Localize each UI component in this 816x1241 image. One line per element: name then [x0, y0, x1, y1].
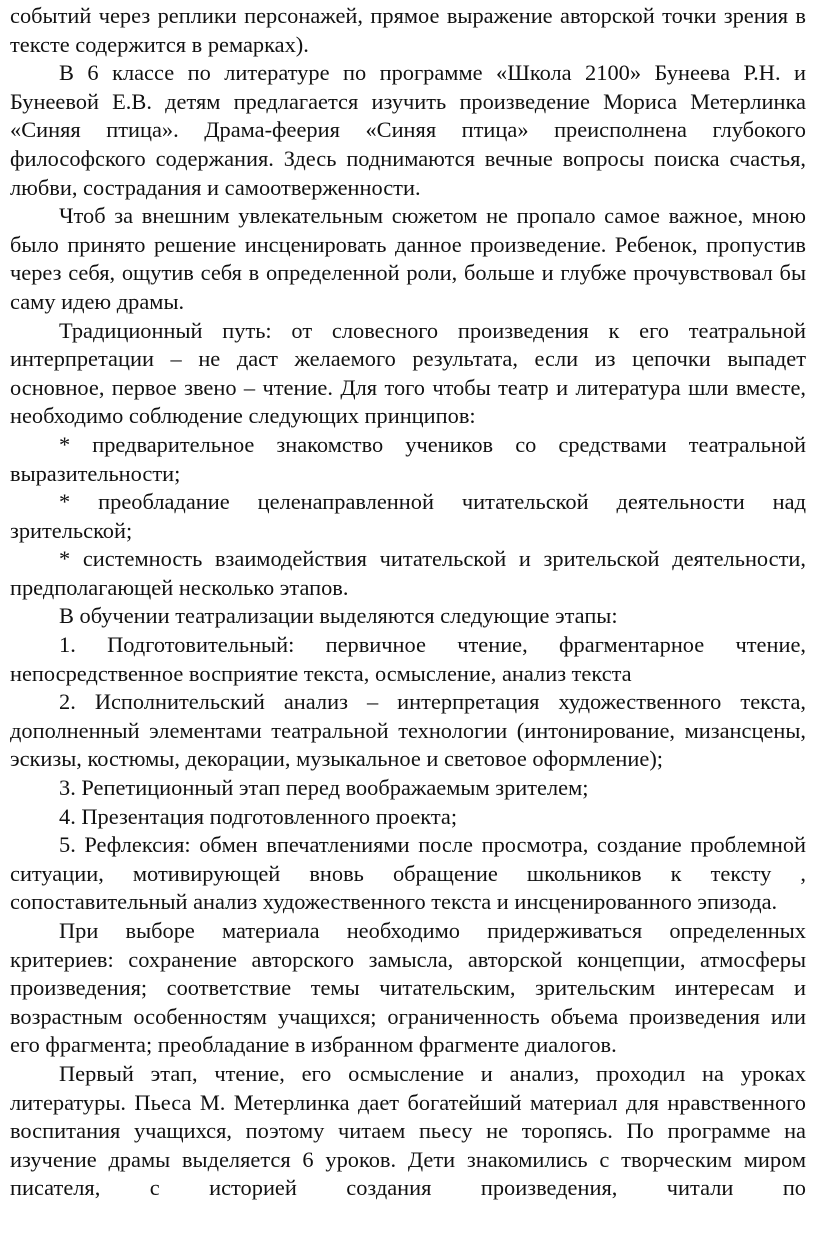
stage-item-3: 3. Репетиционный этап перед воображаемым зрителем;: [59, 775, 589, 801]
paragraph-criteria: При выборе материала необходимо придерживаться определенных критериев: сохранение авторского замысла, авторской концепции, атмосферы произведения; соответствие темы читательским, зрительским интересам и возрастным особенностям учащихся; ограниченность объема произведения или его фрагмента; преобладание в избранном фрагменте диалогов.: [10, 918, 806, 1058]
paragraph-first-stage: Первый этап, чтение, его осмысление и анализ, проходил на уроках литературы. Пьеса М. Метерлинка дает богатейший материал для нравственного воспитания учащихся, поэтому читаем пьесу не торопясь. По программе на изучение драмы выделяется 6 уроков. Дети знакомились с творческим миром писателя, с историей создания произведения, читали по: [10, 1060, 806, 1201]
paragraph-continuation: событий через реплики персонажей, прямое выражение авторской точки зрения в тексте содержится в ремарках).: [10, 3, 806, 57]
principle-item-1: * предварительное знакомство учеников со средствами театральной выразительности;: [10, 431, 806, 486]
paragraph-stages-intro: В обучении театрализации выделяются следующие этапы:: [59, 603, 618, 629]
principle-item-3: * системность взаимодействия читательской и зрительской деятельности, предполагающей несколько этапов.: [10, 546, 806, 600]
paragraph-program: В 6 классе по литературе по программе «Школа 2100» Бунеева Р.Н. и Бунеевой Е.В. детям предлагается изучить произведение Мориса Метерлинка «Синяя птица». Драма-феерия «Синяя птица» преисполнена глубокого философского содержания. Здесь поднимаются вечные вопросы поиска счастья, любви, сострадания и самоотверженности.: [10, 60, 806, 200]
stage-item-2: 2. Исполнительский анализ – интерпретация художественного текста, дополненный элементами театральной технологии (интонирование, мизансцены, эскизы, костюмы, декорации, музыкальное и световое оформление);: [10, 689, 806, 772]
stage-item-4: 4. Презентация подготовленного проекта;: [59, 803, 458, 829]
principle-item-2: * преобладание целенаправленной читательской деятельности над зрительской;: [10, 489, 806, 543]
document-page: [10, 2, 806, 1203]
stage-item-5: 5. Рефлексия: обмен впечатлениями после просмотра, создание проблемной ситуации, мотивирующей вновь обращение школьников к тексту , сопоставительный анализ художественного текста и инсценированного эпизода.: [10, 832, 806, 915]
stage-item-1: 1. Подготовительный: первичное чтение, фрагментарное чтение, непосредственное восприятие текста, осмысление, анализ текста: [10, 632, 806, 686]
paragraph-traditional-path: Традиционный путь: от словесного произведения к его театральной интерпретации – не даст желаемого результата, если из цепочки выпадет основное, первое звено – чтение. Для того чтобы театр и литература шли вместе, необходимо соблюдение следующих принципов:: [10, 317, 806, 429]
paragraph-decision: Чтоб за внешним увлекательным сюжетом не пропало самое важное, мною было принято решение инсценировать данное произведение. Ребенок, пропустив через себя, ощутив себя в определенной роли, больше и глубже прочувствовал бы саму идею драмы.: [10, 203, 806, 314]
